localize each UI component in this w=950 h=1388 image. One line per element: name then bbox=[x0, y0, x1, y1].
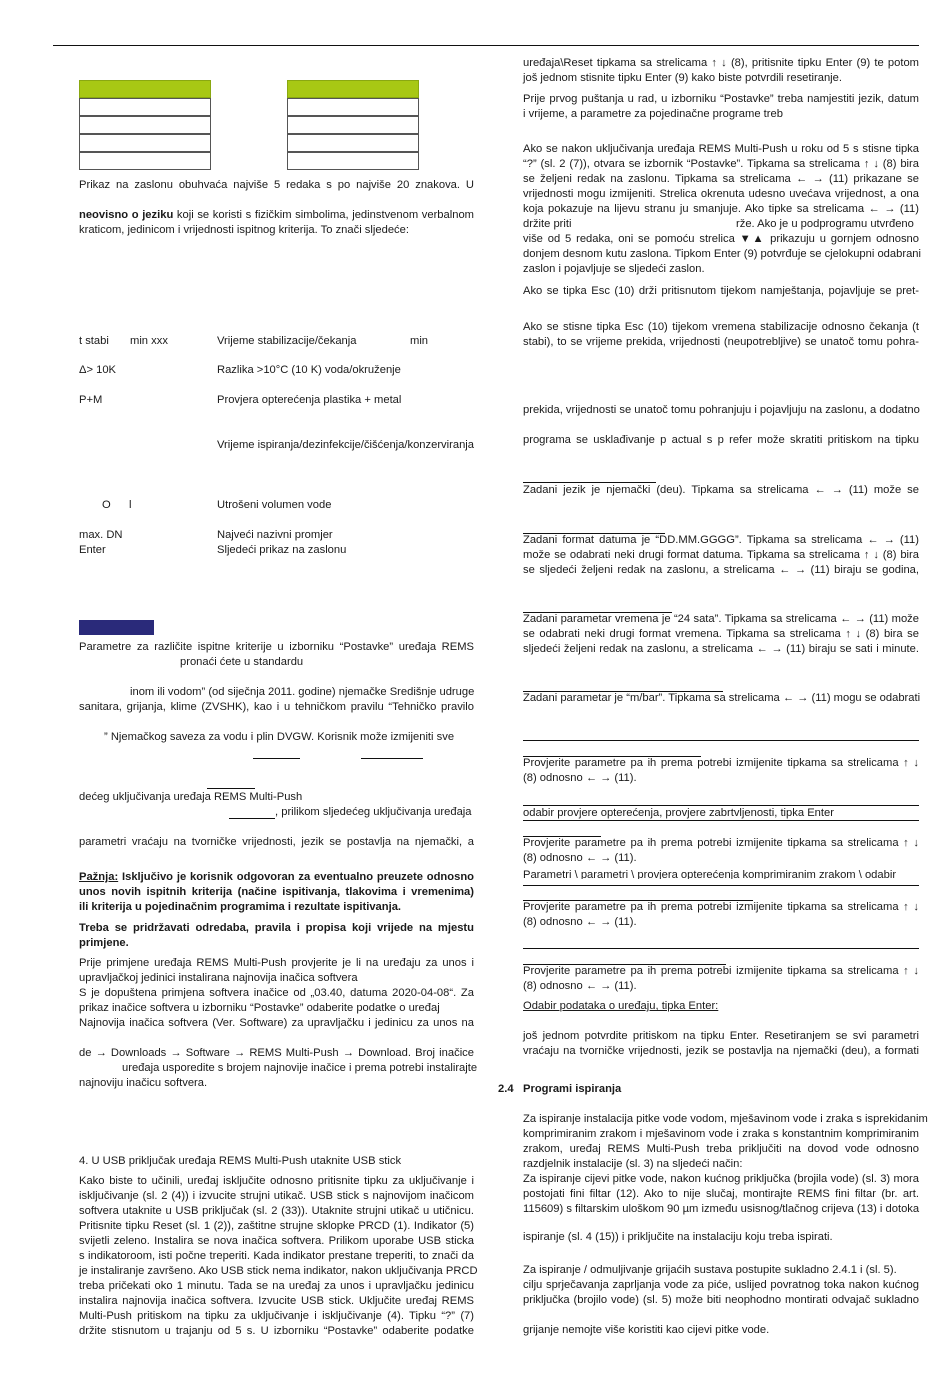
right-text: 115609) s filtarskim uloškom 90 µm između usisnog/tlačnog crijeva (13) i dotoka bbox=[523, 1203, 920, 1215]
right-text: Provjerite parametre pa ih prema potrebi izmijenite tipkama sa strelicama ↑ ↓ bbox=[523, 837, 919, 849]
left-text: inom ili vodom” (od siječnja 2011. godine) njemačke Središnje udruge bbox=[130, 686, 475, 698]
left-text: dećeg uključivanja uređaja REMS Multi-Push bbox=[79, 791, 303, 803]
warning-label: Pažnja: bbox=[79, 871, 119, 883]
right-text: držite priti bbox=[523, 218, 572, 230]
left-text: upravljačkoj jedinici instalirana najnovija inačica softvera bbox=[79, 972, 358, 984]
right-text: vrijednosti mogu izmijeniti. Strelica okrenuta udesno uvećava vrijednost, a ona bbox=[523, 188, 919, 200]
right-text: Ako se stisne tipka Esc (10) tijekom vremena stabilizacije odnosno čekanja (t bbox=[523, 321, 919, 333]
left-text-fragment: koji se koristi s fizičkim simbolima, jedinstvenom verbalnom bbox=[173, 209, 475, 221]
divider-rule bbox=[523, 820, 919, 821]
right-text: ispiranje (sl. 4 (15)) i priključite na instalaciju koju treba ispirati. bbox=[523, 1231, 833, 1243]
header-rule bbox=[53, 45, 919, 46]
left-text: držite stisnutom u trajanju od 5 s. U izborniku “Postavke” odaberite podatke bbox=[79, 1325, 474, 1337]
right-text: uređaja\Reset tipkama sa strelicama ↑ ↓ (8), pritisnite tipku Enter (9) te potom bbox=[523, 57, 919, 69]
section-number: 2.4 bbox=[498, 1083, 514, 1095]
section-title: Programi ispiranja bbox=[523, 1083, 622, 1095]
left-text: sanitara, grijanja, klime (ZVSHK), kao i u tehničkom pravilu “Tehničko pravilo bbox=[79, 701, 474, 713]
symbol-meaning: Razlika >10°C (10 K) voda/okruženje bbox=[217, 364, 401, 376]
right-text: koja pokazuje na lijevu stranu ju smanjuje. Ako tipke sa strelicama ← → (11) bbox=[523, 203, 919, 215]
left-text: Pritisnite tipku Reset (sl. 1 (2)), zaštitne strujne sklopke PRCD (1). Indikator (5) bbox=[79, 1220, 474, 1232]
left-text: instalira najnovija inačica softvera. Izvucite USB stick. Uključite uređaj REMS bbox=[79, 1295, 474, 1307]
right-text: stabi), to se vrijeme prekida, vrijednosti (neupotrebljive) se unatoč tomu pohra- bbox=[523, 336, 919, 348]
right-text: donjem desnom kutu zaslona. Tipkom Enter (9) potvrđuje se cjelokupni odabrani bbox=[523, 248, 921, 260]
left-text: je instaliranje završeno. Ako USB stick nema indikator, nakon uključivanja PRCD bbox=[79, 1265, 478, 1277]
right-text: (8) odnosno ← → (11). bbox=[523, 980, 637, 992]
symbol-unit: min bbox=[410, 335, 429, 347]
right-text: i vrijeme, a parametre za pojedinačne programe treb bbox=[523, 108, 783, 120]
right-text: Provjerite parametre pa ih prema potrebi izmijenite tipkama sa strelicama ↑ ↓ bbox=[523, 901, 919, 913]
right-text: Za ispiranje / odmuljivanje grijaćih sustava postupite sukladno 2.4.1 i (sl. 5). bbox=[523, 1264, 897, 1276]
right-text: Zadani parametar vremena je “24 sata”. Tipkama sa strelicama ← → (11) može bbox=[523, 613, 919, 625]
right-text: više od 5 redaka, oni se pomoću strelica ▼▲ prikazuju u gornjem odnosno bbox=[523, 233, 919, 245]
blank-line bbox=[253, 758, 300, 759]
right-text: još jednom potvrdite pritiskom na tipku Enter. Resetiranjem se svi parametri bbox=[523, 1030, 919, 1042]
right-text: (8) odnosno ← → (11). bbox=[523, 772, 637, 784]
symbol: O bbox=[102, 499, 111, 511]
symbol-meaning: Najveći nazivni promjer bbox=[217, 529, 333, 541]
step-heading: 4. U USB priključak uređaja REMS Multi-Push utaknite USB stick bbox=[79, 1155, 402, 1167]
right-text: postojati fini filtar (12). Ako to nije slučaj, montirajte REMS fini filtar (br. art. bbox=[523, 1188, 919, 1200]
right-text: prekida, vrijednosti se unatoč tomu pohranjuju i pojavljuju na zaslonu, a dodatno bbox=[523, 404, 920, 416]
left-text: isključivanje (sl. 2 (4)) i izvucite strujni utikač. USB stick s najnovijom inačicom bbox=[79, 1190, 474, 1202]
symbol-meaning: Vrijeme ispiranja/dezinfekcije/čišćenja/konzerviranja bbox=[217, 439, 475, 451]
right-text: Prije prvog puštanja u rad, u izborniku “Postavke” treba namjestiti jezik, datum bbox=[523, 93, 919, 105]
right-text: odabir provjere opterećenja, provjere zabrtvljenosti, tipka Enter bbox=[523, 807, 834, 819]
symbol-meaning: Vrijeme stabilizacije/čekanja bbox=[217, 335, 357, 347]
warning-text: ili kriterija u pojedinačnim programima i rezultate ispitivanja. bbox=[79, 901, 402, 913]
left-text: treba pričekati oko 1 minutu. Tada se na uređaj za unos i upravljačku jedinicu bbox=[79, 1280, 474, 1292]
right-text: Ako se nakon uključivanja uređaja REMS Multi-Push u roku od 5 s stisne tipka bbox=[523, 143, 919, 155]
warning-text bbox=[79, 870, 474, 885]
right-text: komprimiranim zrakom i mješavinom vode i zraka s konstantnim komprimiranim bbox=[523, 1128, 919, 1140]
divider-rule bbox=[523, 740, 919, 741]
left-text: kraticom, jedinicom i vrijednosti ispitnog kriterija. To znači sljedeće: bbox=[79, 224, 409, 236]
right-text: zaslon i pojavljuje se sljedeći zaslon. bbox=[523, 263, 705, 275]
left-text: Prije primjene uređaja REMS Multi-Push provjerite je li na uređaju za unos i bbox=[79, 957, 474, 969]
right-text: rže. Ako je u podprogramu utvrđeno bbox=[736, 218, 914, 230]
right-text: Provjerite parametre pa ih prema potrebi izmijenite tipkama sa strelicama ↑ ↓ bbox=[523, 965, 919, 977]
warning-text-fragment: Isključivo je korisnik odgovoran za eventualno preuzete odnosno bbox=[118, 871, 474, 883]
right-text: programa se usklađivanje p actual s p refer može skratiti pritiskom na tipku bbox=[523, 434, 919, 446]
symbol: t stabi bbox=[79, 335, 109, 347]
symbol-meaning: Utrošeni volumen vode bbox=[217, 499, 332, 511]
blank-line bbox=[229, 818, 275, 819]
left-text: ” Njemačkog saveza za vodu i plin DVGW. Korisnik može izmijeniti sve bbox=[104, 731, 455, 743]
left-text: prikaz inačice softvera u izborniku “Postavke” odaberite podatke o uređaj bbox=[79, 1002, 440, 1014]
left-text bbox=[79, 208, 474, 223]
symbol-meaning: Sljedeći prikaz na zaslonu bbox=[217, 544, 347, 556]
right-text: vraćaju na tvorničke vrijednosti, jezik se postavlja na njemački (deu), a formati bbox=[523, 1045, 919, 1057]
warning-text: unos novih ispitnih kriterija (načine ispitivanja, tlakovima i vremenima) bbox=[79, 886, 474, 898]
right-text: Za ispiranje cijevi pitke vode, nakon kućnog priključka (brojila vode) (sl. 3) mora bbox=[523, 1173, 919, 1185]
right-text: grijanje nemojte više koristiti kao cijevi pitke vode. bbox=[523, 1324, 770, 1336]
symbol-unit: l bbox=[129, 499, 132, 511]
section-marker bbox=[79, 620, 154, 635]
right-text: sljedeći željeni redak na zaslonu, a strelicama ← → (11) biraju se sati i minute. bbox=[523, 643, 919, 655]
right-text: priključka (brojilo vode) (sl. 5) može biti neophodno montirati odvajač sukladno bbox=[523, 1294, 919, 1306]
right-text: Za ispiranje instalacija pitke vode vodom, mješavinom vode i zraka s isprekidanim bbox=[523, 1113, 928, 1125]
right-text: Zadani jezik je njemački (deu). Tipkama sa strelicama ← → (11) može se bbox=[523, 484, 919, 496]
left-text: , prilikom sljedećeg uključivanja uređaja bbox=[275, 806, 472, 818]
left-text: parametri vraćaju na tvorničke vrijednosti, jezik se postavlja na njemački, a bbox=[79, 836, 474, 848]
left-text: softvera utaknite u USB priključak (sl. 2 (33)). Utaknite strujni utikač u utičnicu. bbox=[79, 1205, 474, 1217]
right-text: se odabrati neki drugi format vremena. Tipkama sa strelicama ↑ ↓ (8) bira se bbox=[523, 628, 919, 640]
right-text: (8) odnosno ← → (11). bbox=[523, 852, 637, 864]
right-text: Zadani format datuma je “DD.MM.GGGG”. Tipkama sa strelicama ← → (11) bbox=[523, 534, 919, 546]
blank-line bbox=[207, 788, 255, 789]
right-text: (8) odnosno ← → (11). bbox=[523, 916, 637, 928]
warning-text: primjene. bbox=[79, 937, 129, 949]
left-text: najnoviju inačicu softvera. bbox=[79, 1077, 208, 1089]
bold-term: neovisno o jeziku bbox=[79, 209, 174, 221]
right-text: Parametri \ parametri \ provjera opterećenja komprimiranim zrakom \ odabir bbox=[523, 869, 897, 879]
symbol: Δ> 10K bbox=[79, 364, 117, 376]
right-text: još jednom stisnite tipku Enter (9) kako biste potvrdili resetiranje. bbox=[523, 72, 842, 84]
divider-rule bbox=[523, 885, 919, 886]
symbol: max. DN bbox=[79, 529, 123, 541]
right-text: cilju sprječavanja zaprljanja vode za piće, uslijed povratnog toka nakon kućnog bbox=[523, 1279, 919, 1291]
left-text: Kako biste to učinili, uređaj isključite odnosno pritisnite tipku za uključivanje i bbox=[79, 1175, 474, 1187]
right-text: zrakom, uređaj REMS Multi-Push treba priključiti na dovod vode odnosno bbox=[523, 1143, 919, 1155]
right-text: razdjelnik instalacije (sl. 3) na sljedeći način: bbox=[523, 1158, 743, 1170]
right-text: Ako se tipka Esc (10) drži pritisnutom tijekom namještanja, pojavljuje se pret- bbox=[523, 285, 919, 297]
left-text: svijetli zeleno. Instalira se nova inačica softvera. Prilikom uporabe USB sticka bbox=[79, 1235, 474, 1247]
warning-text: Treba se pridržavati odredaba, pravila i propisa koji vrijede na mjestu bbox=[79, 922, 474, 934]
left-text: S je dopuštena primjena softvera inačice od „03.40, datuma 2020-04-08“. Za bbox=[79, 987, 474, 999]
right-text: se željeni redak na zaslonu. Tipkama sa strelicama ← → (11) prikazane se bbox=[523, 173, 919, 185]
left-text: Prikaz na zaslonu obuhvaća najviše 5 redaka s po najviše 20 znakova. U bbox=[79, 179, 474, 191]
left-text: s indikatoroom, isti počne treperiti. Kada indikator prestane treperiti, to znači da bbox=[79, 1250, 474, 1262]
symbol: Enter bbox=[79, 544, 106, 556]
right-text: Zadani parametar je “m/bar”. Tipkama sa strelicama ← → (11) mogu se odabrati bbox=[523, 692, 921, 704]
left-text: uređaja usporedite s brojem najnovije inačice i prema potrebi instalirajte bbox=[122, 1062, 478, 1074]
symbol: P+M bbox=[79, 394, 103, 406]
symbol-unit: min xxx bbox=[130, 335, 168, 347]
left-text: pronaći ćete u standardu bbox=[180, 656, 304, 668]
left-text: Najnovija inačica softvera (Ver. Software) za upravljačku i jedinicu za unos na bbox=[79, 1017, 474, 1029]
right-text: Odabir podataka o uređaju, tipka Enter: bbox=[523, 1000, 719, 1012]
left-text: de → Downloads → Software → REMS Multi-Push → Download. Broj inačice bbox=[79, 1047, 474, 1059]
right-text: se sljedeći željeni redak na zaslonu, a strelicama ← → (11) biraju se godina, bbox=[523, 564, 919, 576]
left-text: Parametre za različite ispitne kriterije u izborniku “Postavke” uređaja REMS bbox=[79, 641, 474, 653]
left-text: Multi-Push pritiskom na tipku za uključivanje i isključivanje (4). Tipku “?” (7) bbox=[79, 1310, 474, 1322]
blank-line bbox=[361, 758, 423, 759]
symbol-meaning: Provjera opterećenja plastika + metal bbox=[217, 394, 402, 406]
right-text: Provjerite parametre pa ih prema potrebi izmijenite tipkama sa strelicama ↑ ↓ bbox=[523, 757, 919, 769]
right-text: može se odabrati neki drugi format datuma. Tipkama sa strelicama ↑ ↓ (8) bira bbox=[523, 549, 919, 561]
divider-rule bbox=[523, 948, 919, 949]
right-text: “?” (sl. 2 (7)), otvara se izbornik “Postavke”. Tipkama sa strelicama ↑ ↓ (8) bira bbox=[523, 158, 919, 170]
